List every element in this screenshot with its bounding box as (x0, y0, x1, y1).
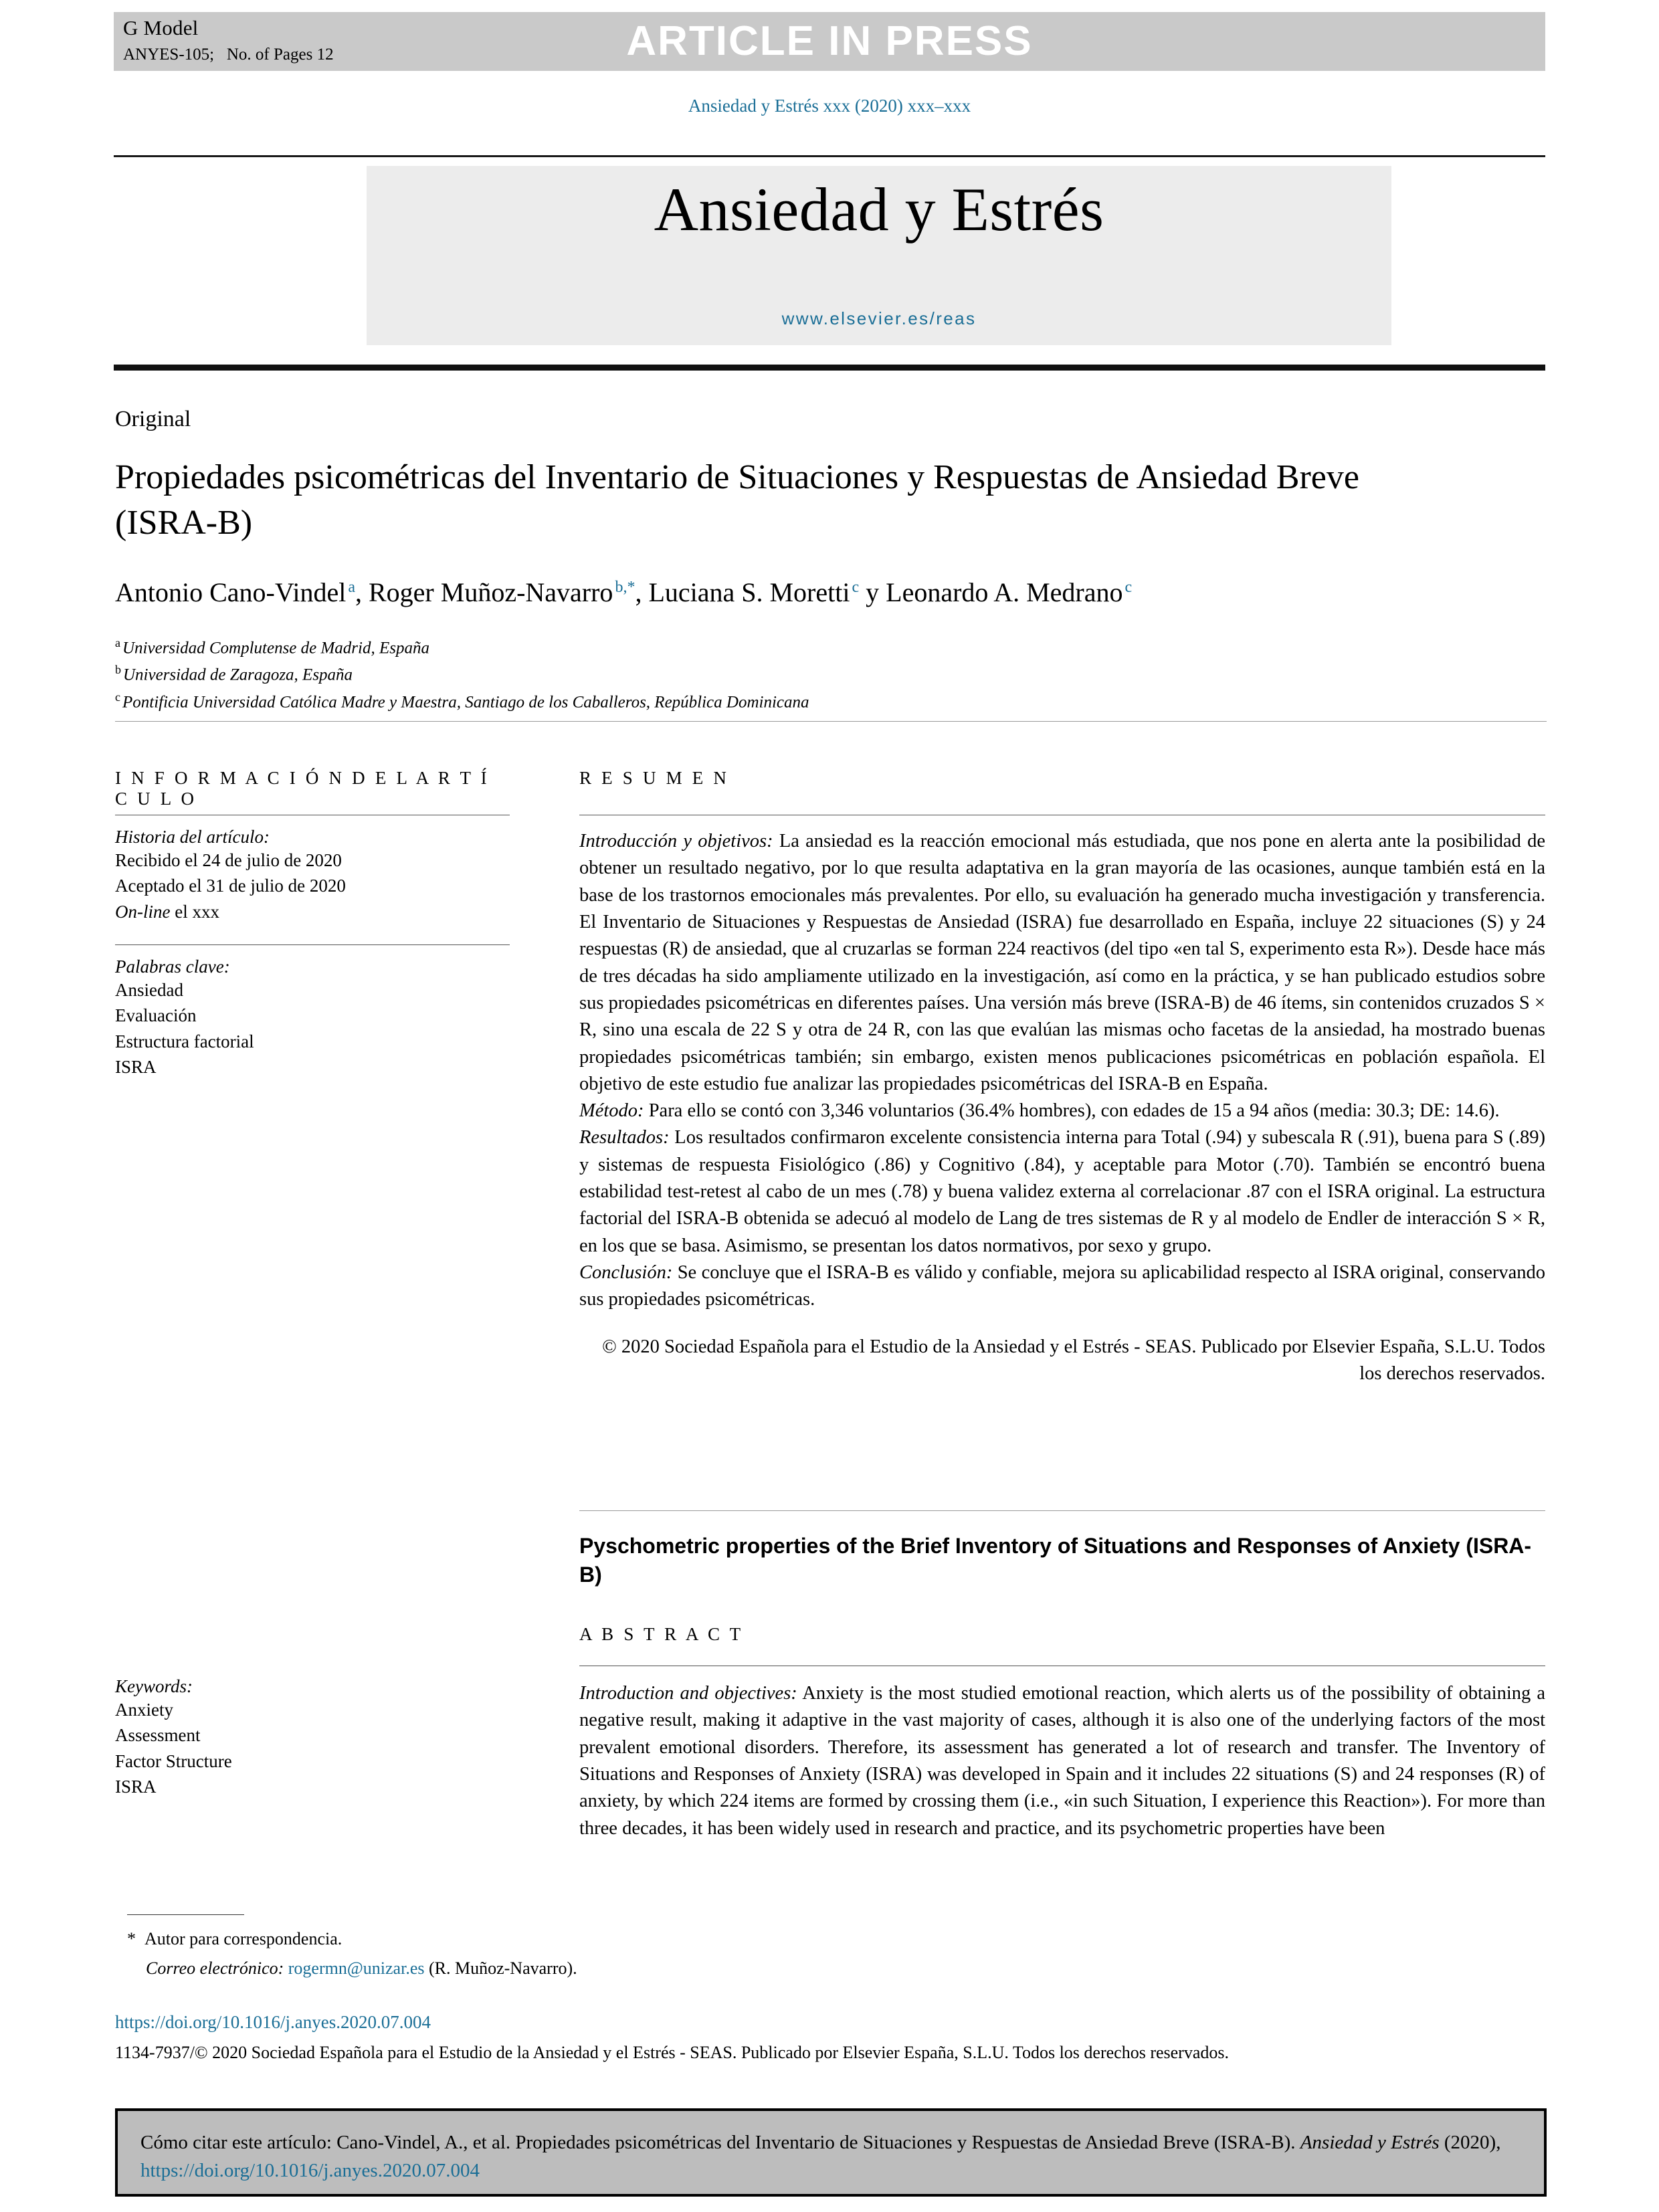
info-top-rule (115, 721, 1547, 722)
affiliation-item (115, 634, 1533, 661)
resumen-conclusion-paragraph (579, 1260, 1545, 1314)
keywords-es-label: Palabras clave: (115, 957, 230, 977)
affiliation-text: Universidad de Zaragoza, España (123, 666, 353, 684)
article-title: Propiedades psicométricas del Inventario de Situaciones y Respuestas de Ansiedad Breve (ISRA-B) (115, 458, 1359, 542)
author-name: Luciana S. Moretti (648, 577, 850, 607)
affiliation-mark: b (115, 663, 121, 677)
english-article-title: Pyschometric properties of the Brief Inventory of Situations and Responses of Anxiety (ISRA-B) (579, 1534, 1532, 1587)
resumen-resultados-label: Resultados: (579, 1127, 670, 1148)
resumen-conclusion-text: Se concluye que el ISRA-B es válido y confiable, mejora su aplicabilidad respecto al ISRA original, conservando sus propiedades psicométricas. (579, 1262, 1545, 1310)
author-name: Roger Muñoz-Navarro (369, 577, 613, 607)
corresponding-text: Autor para correspondencia. (144, 1929, 343, 1948)
resumen-intro-paragraph (579, 828, 1545, 1098)
resumen-conclusion-label: Conclusión: (579, 1262, 673, 1283)
cite-prefix: Cómo citar este artículo: Cano-Vindel, A., et al. Propiedades psicométricas del Inventario de Situaciones y Respuestas de Ansiedad Breve (ISRA-B). (140, 2132, 1300, 2153)
cite-journal: Ansiedad y Estrés (1300, 2132, 1440, 2153)
keyword-en-item: Assessment (115, 1725, 201, 1746)
journal-title: Ansiedad y Estrés (654, 175, 1104, 243)
info-panel-title: I N F O R M A C I Ó N D E L A R T Í C U L O (115, 768, 490, 809)
resumen-copyright: © 2020 Sociedad Española para el Estudio de la Ansiedad y el Estrés - SEAS. Publicado por Elsevier España, S.L.U. Todos los derechos reservados. (602, 1336, 1545, 1384)
keyword-es-item: ISRA (115, 1056, 157, 1077)
keyword-en-item: ISRA (115, 1776, 157, 1797)
affiliation-text: Pontificia Universidad Católica Madre y Maestra, Santiago de los Caballeros, República Dominicana (122, 692, 809, 711)
g-model-label: G Model (123, 16, 199, 39)
journal-url-link[interactable]: www.elsevier.es/reas (781, 308, 977, 328)
keyword-en-item: Factor Structure (115, 1750, 232, 1771)
article-in-press-banner (114, 12, 1545, 71)
resumen-metodo-paragraph (579, 1098, 1545, 1124)
resumen-resultados-text: Los resultados confirmaron excelente consistencia interna para Total (.94) y subescala R (.91), buena para S (.89) y sistemas de respuesta Fisiológico (.86) y Cognitivo (.84), y aceptable para Motor (.70). También se encontró buena estabilidad test-retest al cabo de un mes (.78) y buena validez externa al correlacionar .87 con el ISRA original. La estructura factorial del ISRA-B obtenida se adecuó al modelo de Lang de tres sistemas de R y al modelo de Endler de interacción S × R, en los que se basa. Asimismo, se presentan los datos normativos, por sexo y grupo. (579, 1127, 1545, 1256)
resumen-metodo-text: Para ello se contó con 3,346 voluntarios (36.4% hombres), con edades de 15 a 94 años (media: 30.3; DE: 14.6). (644, 1100, 1500, 1122)
email-link[interactable]: rogermn@unizar.es (288, 1958, 425, 1978)
masthead-top-rule (114, 155, 1545, 157)
article-id-pages: ANYES-105; No. of Pages 12 (123, 45, 334, 64)
masthead-bottom-rule (114, 365, 1545, 371)
resumen-intro-label: Introducción y objetivos: (579, 831, 773, 851)
author-affiliation-mark: c (1125, 578, 1133, 596)
author-separator: , (635, 577, 649, 607)
history-received: Recibido el 24 de julio de 2020 (115, 850, 342, 870)
article-in-press-text: ARTICLE IN PRESS (626, 18, 1033, 64)
history-accepted: Aceptado el 31 de julio de 2020 (115, 876, 346, 896)
affiliation-text: Universidad Complutense de Madrid, España (122, 639, 429, 658)
resumen-resultados-paragraph (579, 1124, 1545, 1260)
author-separator: , (355, 577, 369, 607)
history-online-label: On-line (115, 901, 171, 922)
footnote-separator-rule (127, 1914, 244, 1915)
keywords-en-label: Keywords: (115, 1676, 193, 1696)
affiliation-list (115, 634, 1533, 715)
keyword-en-item: Anxiety (115, 1700, 173, 1720)
abstract-heading: A B S T R A C T (579, 1624, 744, 1644)
how-to-cite-box (115, 2108, 1547, 2197)
doi-link[interactable]: https://doi.org/10.1016/j.anyes.2020.07.004 (115, 2012, 431, 2032)
history-online-value: el xxx (170, 901, 219, 922)
abstract-intro-label: Introduction and objectives: (579, 1683, 797, 1704)
abstract-intro-text: Anxiety is the most studied emotional reaction, which alerts us of the possibility of obtaining a negative result, making it adaptive in the vast majority of cases, although it is also one of the underlying factors of the most prevalent emotional disorders. Therefore, its assessment has generated a lot of research and transfer. The Inventory of Situations and Responses of Anxiety (ISRA) was developed in Spain and it includes 22 situations (S) and 24 responses (R) of anxiety, by which 224 items are formed by crossing them (i.e., «in such Situation, I experience this Reaction»). For more than three decades, it has been widely used in research and practice, and its psychometric properties have been (579, 1683, 1545, 1839)
author-name: Antonio Cano-Vindel (115, 577, 347, 607)
article-type-label: Original (115, 407, 191, 431)
keywords-es-block (115, 957, 510, 1080)
cite-year: (2020), (1439, 2132, 1501, 2153)
author-list (115, 575, 1533, 610)
resumen-metodo-label: Método: (579, 1100, 644, 1122)
english-title-block (579, 1532, 1545, 1589)
resumen-heading: R E S U M E N (579, 768, 730, 788)
journal-masthead (367, 166, 1391, 345)
corresponding-marker: * (127, 1929, 136, 1948)
keywords-es-top-rule (115, 944, 510, 945)
history-online (115, 899, 510, 924)
affiliation-mark: a (115, 636, 120, 649)
author-name: Leonardo A. Medrano (886, 577, 1123, 607)
author-separator: y (859, 577, 886, 607)
resumen-intro-text: La ansiedad es la reacción emocional más estudiada, que nos pone en alerta ante la posibilidad de obtener un resultado negativo, por lo que resulta adaptativa en la gran mayoría de las ocasiones, aunque también está en la base de los trastornos emocionales más prevalentes. Por ello, su evaluación ha generado mucha investigación y transferencia. El Inventario de Situaciones y Respuestas de Ansiedad (ISRA) fue desarrollado en España, incluye 22 situaciones (S) y 24 respuestas (R) de ansiedad, que al cruzarlas se forman 224 reactivos (del tipo «en tal S, experimento esta R»). Desde hace más de tres décadas ha sido ampliamente utilizado en la investigación, así como en la práctica, y se han publicado estudios sobre sus propiedades psicométricas en diferentes países. Una versión más breve (ISRA-B) de 46 ítems, sin contenidos cruzados S × R, sino una escala de 22 S y otra de 24 R, con las que evalúan las mismas ocho facetas de la ansiedad, ha mostrado buenas propiedades psicométricas también; sin embargo, existen menos publicaciones psicométricas en población española. El objetivo de este estudio fue analizar las propiedades psicométricas del ISRA-B en España. (579, 831, 1545, 1094)
email-label: Correo electrónico: (146, 1958, 284, 1978)
article-history-block (115, 827, 510, 924)
abstract-body (579, 1680, 1545, 1842)
email-note (146, 1956, 1350, 1981)
running-head: Ansiedad y Estrés xxx (2020) xxx–xxx (688, 96, 971, 116)
author-affiliation-mark: a (348, 578, 355, 596)
affiliation-item (115, 688, 1533, 715)
english-section-top-rule (579, 1510, 1545, 1511)
keyword-es-item: Evaluación (115, 1005, 197, 1026)
affiliation-mark: c (115, 690, 120, 704)
corresponding-author-note (127, 1926, 1331, 1952)
keyword-es-item: Ansiedad (115, 980, 183, 1000)
author-affiliation-mark: c (852, 578, 860, 596)
email-suffix: (R. Muñoz-Navarro). (424, 1958, 577, 1978)
info-panel-heading (115, 768, 510, 809)
keywords-en-block (115, 1676, 510, 1799)
abstract-intro-paragraph (579, 1680, 1545, 1842)
author-affiliation-mark: b,* (615, 578, 636, 596)
abstract-heading-block (579, 1624, 1545, 1645)
cite-doi-link[interactable]: https://doi.org/10.1016/j.anyes.2020.07.004 (140, 2160, 480, 2182)
history-label: Historia del artículo: (115, 827, 270, 847)
affiliation-item (115, 661, 1533, 688)
keyword-es-item: Estructura factorial (115, 1031, 254, 1051)
issn-copyright-line: 1134-7937/© 2020 Sociedad Española para el Estudio de la Ansiedad y el Estrés - SEAS. Publicado por Elsevier España, S.L.U. Todos los derechos reservados. (115, 2043, 1229, 2062)
resumen-heading-block (579, 768, 1545, 789)
how-to-cite-text (118, 2111, 1544, 2185)
resumen-body (579, 828, 1545, 1387)
